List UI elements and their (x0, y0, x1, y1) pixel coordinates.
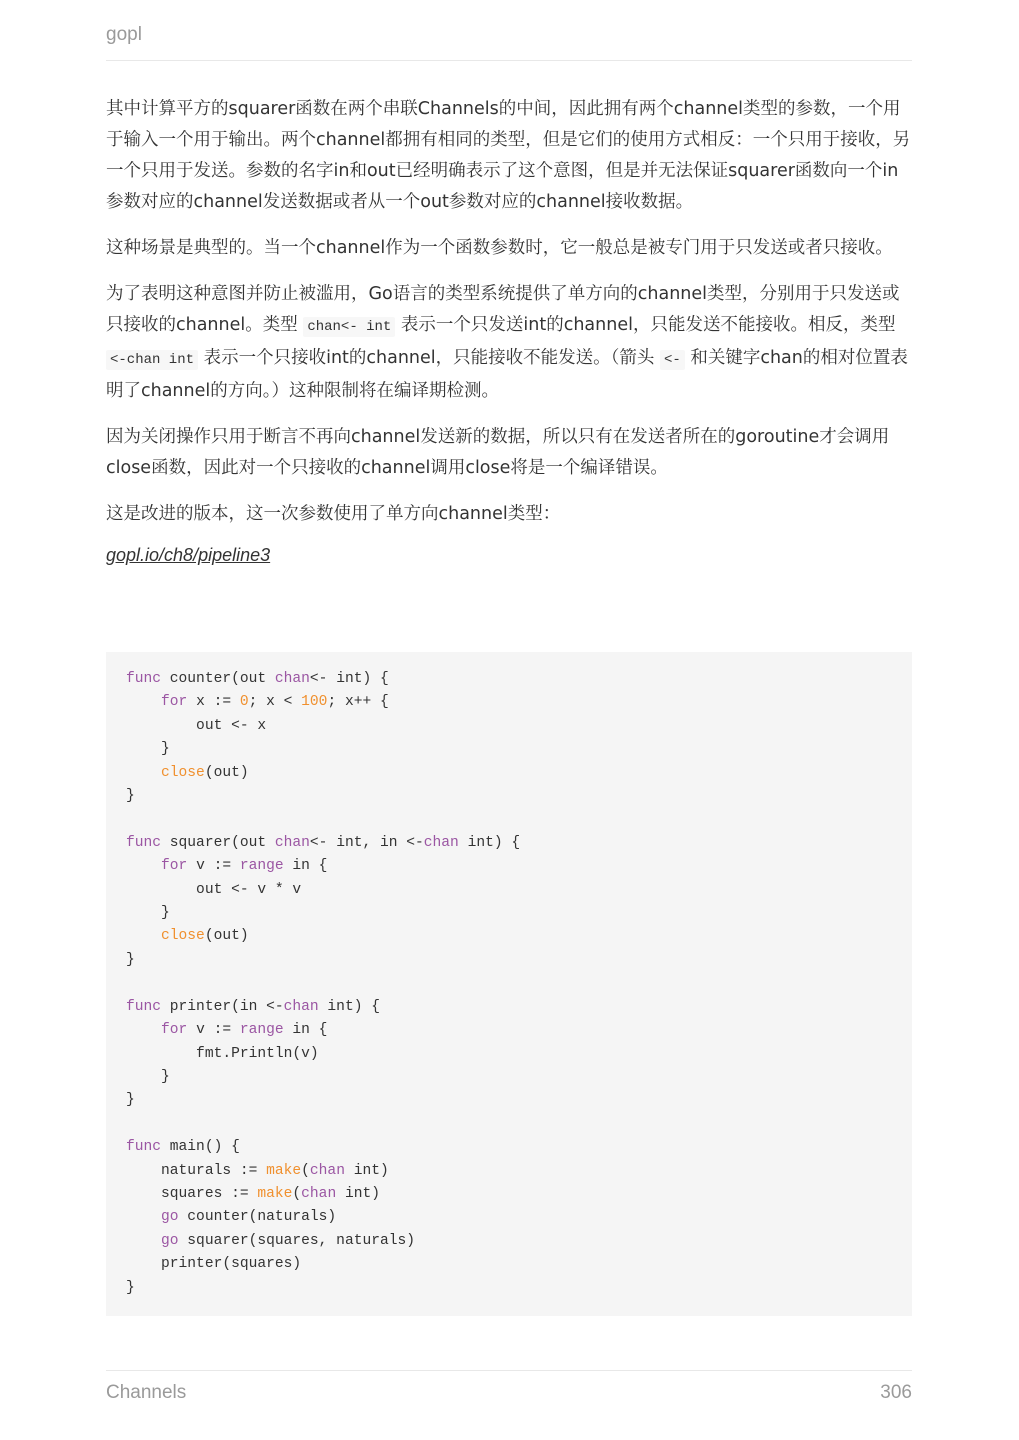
code-text: } (126, 905, 170, 922)
code-text: main() { (161, 1139, 240, 1156)
code-text: out <- x (126, 717, 267, 734)
code-text: v := (187, 858, 240, 875)
code-text: } (126, 741, 170, 758)
code-text: v := (187, 1022, 240, 1039)
code-line (126, 928, 249, 944)
code-text: fmt.Println(v) (126, 1045, 319, 1062)
code-keyword: func (126, 671, 162, 687)
inline-code-send-only: chan<- int (303, 317, 395, 337)
code-literal: close (161, 928, 205, 945)
code-keyword: go (161, 1209, 179, 1226)
code-keyword: for (161, 1022, 188, 1039)
code-text: } (126, 1279, 135, 1296)
source-link[interactable]: gopl.io/ch8/pipeline3 (106, 545, 271, 565)
code-text: } (126, 1068, 170, 1085)
code-line (126, 999, 380, 1015)
code-text: int) (336, 1185, 380, 1202)
code-text: ; x < (248, 694, 302, 711)
code-text: int) (344, 1162, 389, 1179)
code-line (126, 835, 520, 851)
code-text (126, 1233, 161, 1249)
code-keyword: range (239, 858, 284, 875)
code-text: squarer(out (161, 834, 275, 851)
code-text: } (126, 1092, 135, 1109)
code-text (126, 694, 161, 710)
source-link-line (106, 545, 912, 566)
code-text (126, 928, 161, 944)
code-literal: 0 (239, 694, 249, 711)
code-text: in { (283, 858, 328, 875)
code-line (126, 905, 170, 921)
footer-divider (106, 1370, 912, 1371)
code-keyword: chan (309, 1162, 345, 1179)
code-keyword: range (239, 1022, 284, 1039)
code-line (126, 1256, 301, 1272)
paragraph-1: 其中计算平方的squarer函数在两个串联Channels的中间，因此拥有两个channel类型的参数，一个用于输入一个用于输出。两个channel都拥有相同的类型，但是它们的使用方式相反：一个只用于接收，另一个只用于发送。参数的名字in和out已经明确表示了这个意图，但是并无法保证squarer函数向一个in参数对应的channel发送数据或者从一个out参数对应的channel接收数据。 (106, 99, 911, 212)
code-keyword: chan (301, 1185, 337, 1202)
code-text: } (126, 788, 135, 805)
code-line (126, 882, 301, 898)
code-keyword: func (126, 1139, 162, 1156)
code-line (126, 1233, 415, 1249)
code-text: printer(in <- (161, 998, 284, 1015)
page-content (106, 94, 912, 588)
inline-code-receive-only: <-chan int (106, 350, 198, 370)
code-text: naturals := (126, 1162, 267, 1179)
code-keyword: func (126, 834, 162, 851)
code-text: <- int) { (309, 671, 389, 687)
code-keyword: for (161, 694, 188, 711)
code-text: in { (283, 1022, 328, 1039)
code-text (126, 765, 161, 781)
code-line (126, 1139, 240, 1155)
code-line (126, 694, 389, 710)
code-line (126, 765, 249, 781)
code-keyword: for (161, 858, 188, 875)
code-text (126, 1209, 161, 1225)
code-text: counter(out (161, 671, 275, 687)
code-literal: close (161, 764, 205, 781)
code-text: (out) (204, 764, 249, 781)
page-header-title: gopl (106, 24, 142, 45)
code-text: } (126, 951, 135, 968)
code-text: ( (301, 1162, 310, 1179)
code-text: counter(naturals) (178, 1209, 337, 1226)
code-line (126, 741, 170, 757)
code-text (126, 858, 161, 874)
code-line (126, 1209, 336, 1225)
paragraph-3-text-d: 和关键字chan的相对位置表明了channel的方向。）这种限制将在编译期检测。 (106, 348, 908, 401)
code-line (126, 1280, 135, 1296)
code-line (126, 952, 135, 968)
code-keyword: chan (274, 671, 310, 687)
code-text (126, 1022, 161, 1038)
paragraph-3-text-a: 为了表明这种意图并防止被滥用，Go语言的类型系统提供了单方向的channel类型，分别用于只发送或只接收的channel。类型 (106, 284, 900, 335)
code-text: printer(squares) (126, 1256, 302, 1273)
code-text: (out) (204, 928, 249, 945)
code-line (126, 1092, 135, 1108)
code-text: int) { (318, 998, 380, 1015)
code-keyword: chan (274, 834, 310, 851)
code-text: ( (292, 1185, 302, 1202)
code-text: x := (187, 694, 240, 711)
footer-section-title: Channels (106, 1382, 187, 1403)
code-literal: make (266, 1162, 302, 1179)
code-line (126, 671, 389, 687)
code-line (126, 1069, 170, 1085)
code-line (126, 1186, 380, 1202)
code-listing (126, 668, 892, 1300)
code-line (126, 718, 266, 734)
paragraph-3-text-b: 表示一个只发送int的channel，只能发送不能接收。相反，类型 (395, 315, 896, 335)
code-block (106, 652, 912, 1316)
code-keyword: chan (423, 834, 459, 851)
code-text: <- int, in <- (309, 834, 424, 851)
code-line (126, 858, 327, 874)
code-keyword: chan (283, 998, 319, 1015)
code-text: squares := (126, 1185, 258, 1202)
paragraph-3 (106, 279, 912, 407)
code-literal: 100 (301, 694, 328, 711)
paragraph-5: 这是改进的版本，这一次参数使用了单方向channel类型： (106, 504, 561, 524)
paragraph-4: 因为关闭操作只用于断言不再向channel发送新的数据，所以只有在发送者所在的goroutine才会调用close函数，因此对一个只接收的channel调用close将是一个编译错误。 (106, 427, 890, 478)
code-keyword: func (126, 998, 162, 1015)
code-literal: make (257, 1185, 293, 1202)
inline-code-arrow: <- (660, 350, 685, 370)
header-divider (106, 60, 912, 61)
paragraph-2: 这种场景是典型的。当一个channel作为一个函数参数时，它一般总是被专门用于只发送或者只接收。 (106, 238, 893, 258)
code-line (126, 1163, 389, 1179)
code-text: ; x++ { (327, 694, 389, 711)
code-text: int) { (458, 834, 521, 851)
code-text: squarer(squares, naturals) (178, 1232, 416, 1249)
paragraph-3-text-c: 表示一个只接收int的channel，只能接收不能发送。（箭头 (198, 348, 660, 368)
footer-page-number: 306 (880, 1382, 912, 1403)
code-line (126, 788, 135, 804)
code-text: out <- v * v (126, 881, 302, 898)
code-line (126, 1046, 319, 1062)
code-keyword: go (161, 1232, 179, 1249)
code-line (126, 1022, 327, 1038)
